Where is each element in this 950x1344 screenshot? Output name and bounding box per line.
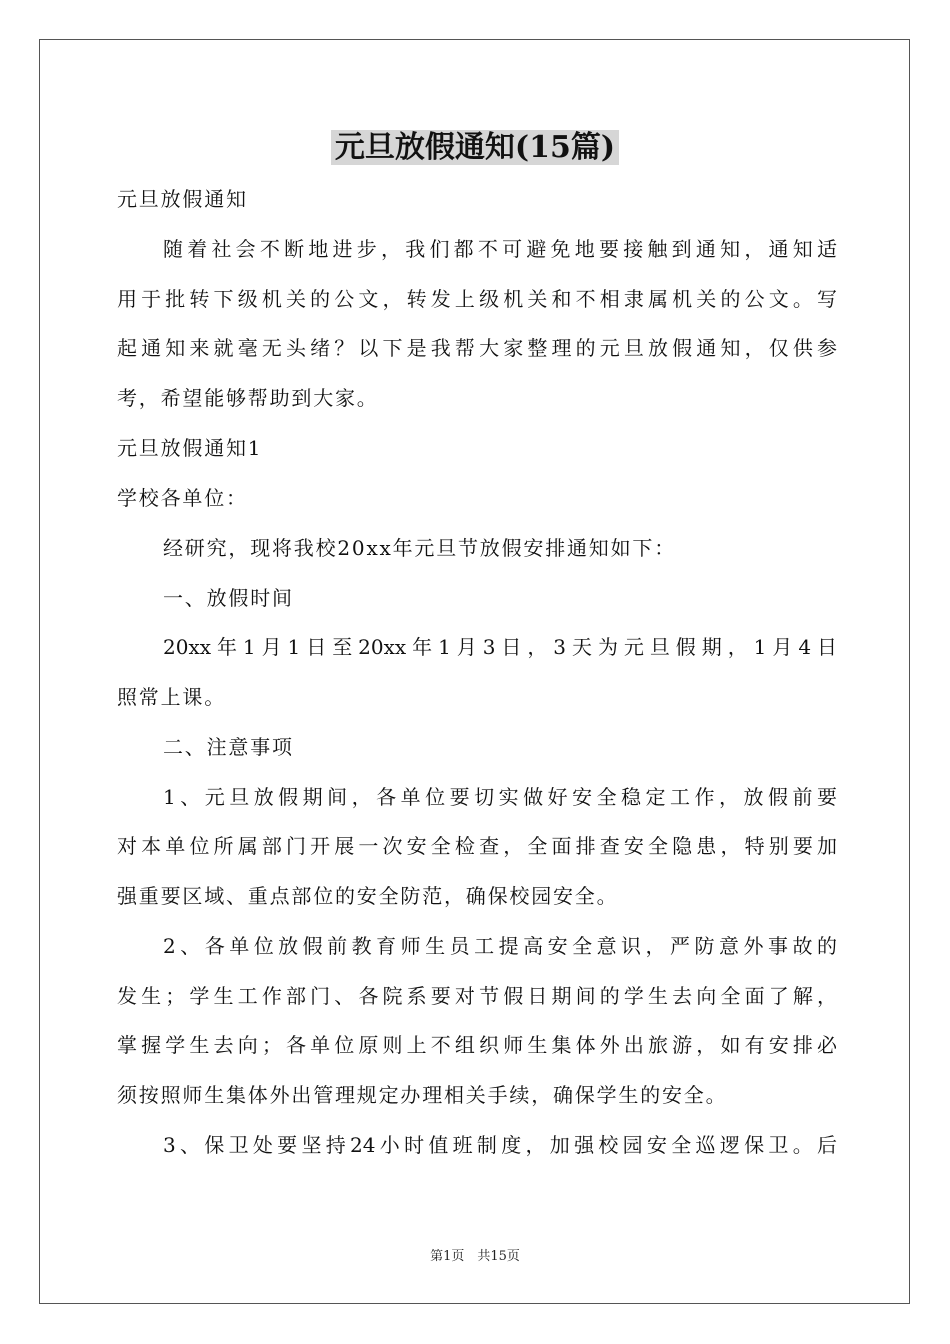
doc-line: 起通知来就毫无头绪？以下是我帮大家整理的元旦放假通知，仅供参 xyxy=(117,336,837,360)
doc-line: 1、元旦放假期间，各单位要切实做好安全稳定工作，放假前要 xyxy=(163,785,837,809)
doc-line: 2、各单位放假前教育师生员工提高安全意识，严防意外事故的 xyxy=(163,934,837,958)
page-border xyxy=(39,39,910,1304)
doc-line: 20xx年1月1日至20xx年1月3日，3天为元旦假期，1月4日 xyxy=(163,635,837,659)
doc-line: 对本单位所属部门开展一次安全检查，全面排查安全隐患，特别要加 xyxy=(117,834,837,858)
document-title xyxy=(0,126,950,170)
doc-line-heading: 二、注意事项 xyxy=(163,735,294,759)
doc-line: 经研究，现将我校20xx年元旦节放假安排通知如下： xyxy=(163,536,677,560)
doc-line-section-heading: 元旦放假通知1 xyxy=(117,436,263,460)
doc-line-salutation: 学校各单位： xyxy=(117,486,248,510)
doc-line: 用于批转下级机关的公文，转发上级机关和不相隶属机关的公文。写 xyxy=(117,287,837,311)
doc-line: 3、保卫处要坚持24小时值班制度，加强校园安全巡逻保卫。后 xyxy=(163,1133,837,1157)
doc-line: 须按照师生集体外出管理规定办理相关手续，确保学生的安全。 xyxy=(117,1083,728,1107)
doc-line: 随着社会不断地进步，我们都不可避免地要接触到通知，通知适 xyxy=(163,237,837,261)
doc-line: 掌握学生去向；各单位原则上不组织师生集体外出旅游，如有安排必 xyxy=(117,1033,837,1057)
doc-line: 发生；学生工作部门、各院系要对节假日期间的学生去向全面了解， xyxy=(117,984,837,1008)
page-footer: 第1页 共15页 xyxy=(430,1249,520,1264)
document-title-text: 元旦放假通知(15篇) xyxy=(331,130,619,165)
doc-line: 照常上课。 xyxy=(117,685,226,709)
doc-line-subtitle: 元旦放假通知 xyxy=(117,187,248,211)
doc-line-heading: 一、放假时间 xyxy=(163,586,294,610)
doc-line: 强重要区域、重点部位的安全防范，确保校园安全。 xyxy=(117,884,619,908)
doc-line: 考，希望能够帮助到大家。 xyxy=(117,386,379,410)
